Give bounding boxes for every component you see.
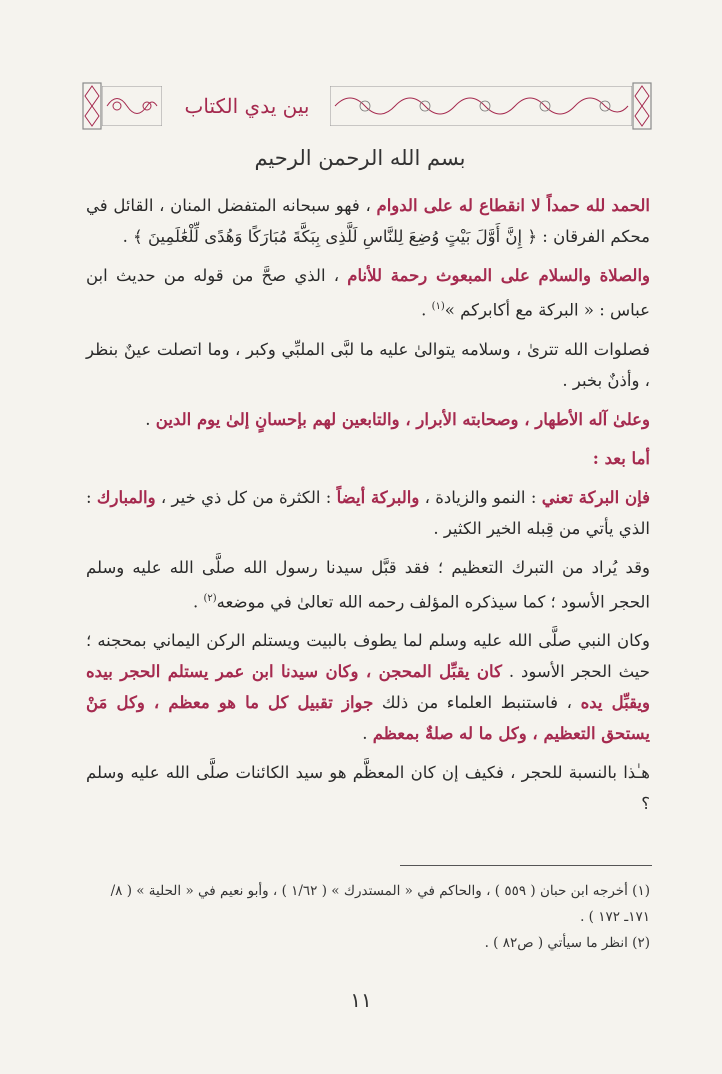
footnote-1: (١) أخرجه ابن حبان ( ٥٥٩ ) ، والحاكم في « المستدرك » ( ١/٦٢ ) ، وأبو نعيم في « الحلية » ( ٨/ ١٧١ـ ١٧٢ ) .: [110, 883, 650, 925]
prophet-text-2: ، فاستنبط العلماء من ذلك: [373, 693, 581, 712]
baraka-text-2: : الكثرة من كل ذي خير ،: [155, 487, 337, 507]
paragraph-prophet: [86, 625, 650, 749]
paragraph-blessings: فصلوات الله تترىٰ ، وسلامه يتوالىٰ عليه ما لبَّى الملبِّي وكبر ، وما اتصلت عينٌ بنظر ، وأذنٌ بخبر .: [86, 339, 650, 390]
praise-text: ، فهو سبحانه المتفضل المنان ، القائل في محكم الفرقان : ﴿ إِنَّ أَوَّلَ بَيْتٍ وُضِعَ لِلنَّاسِ لَلَّذِى بِبَكَّةَ مُبَارَكًا وَهُدًى لِّلْعَٰلَمِينَ ﴾ .: [86, 196, 650, 246]
basmala: بسم الله الرحمن الرحيم: [254, 146, 466, 170]
paragraph-salutation: [86, 260, 650, 326]
prophet-end: .: [362, 724, 373, 743]
highlight-salutation: والصلاة والسلام على المبعوث رحمة للأنام: [347, 266, 650, 285]
chapter-header-ornament: [82, 82, 652, 130]
highlight-praise: الحمد لله حمداً لا انقطاع له على الدوام: [376, 196, 650, 215]
ornament-band-right: [330, 86, 632, 126]
prophet-text-1: وكان النبي صلَّى الله عليه وسلم لما يطوف بالبيت ويستلم الركن اليماني بمحجنه ؛ حيث الحجر الأسود .: [86, 631, 650, 681]
paragraph-family: [86, 404, 650, 435]
main-text: [86, 190, 650, 827]
paragraph-praise: [86, 190, 650, 252]
highlight-baraka-1: فإن البركة تعني: [541, 487, 651, 507]
paragraph-amma-bad: [86, 443, 650, 474]
highlight-prophet-2: جواز تقبيل كل ما هو معظم ، وكل مَنْ يستحق التعظيم ، وكل ما له صلةٌ بمعظم: [86, 693, 650, 743]
paragraph-baraka: [86, 482, 650, 544]
baraka-text-3: : الذي يأتي من قِبله الخير الكثير .: [86, 487, 650, 538]
footnote-2: (٢) انظر ما سيأتي ( ص٨٢ ) .: [484, 935, 650, 951]
tabarruk-text: وقد يُراد من التبرك التعظيم ؛ فقد قبَّل سيدنا رسول الله صلَّى الله عليه وسلم الحجر الأسود ؛ كما سيذكره المؤلف رحمه الله تعالىٰ في موضعه: [86, 557, 650, 611]
family-end: .: [145, 409, 156, 429]
salutation-end: .: [421, 300, 432, 320]
chapter-title: بين يدي الكتاب: [184, 94, 310, 118]
highlight-baraka-3: والمبارك: [96, 487, 156, 507]
ornament-frame-right: [632, 82, 652, 130]
tabarruk-end: .: [192, 592, 204, 611]
footnote-ref-1[interactable]: (١): [431, 301, 445, 312]
highlight-family: وعلىٰ آله الأطهار ، وصحابته الأبرار ، والتابعين لهم بإحسانٍ إلىٰ يوم الدين: [155, 409, 650, 429]
paragraph-conclusion: هـٰذا بالنسبة للحجر ، فكيف إن كان المعظَّم هو سيد الكائنات صلَّى الله عليه وسلم ؟: [86, 763, 650, 813]
highlight-baraka-2: والبركة أيضاً: [336, 487, 420, 507]
footnote-ref-2[interactable]: (٢): [203, 592, 217, 604]
page-number: ١١: [350, 988, 372, 1012]
ornament-frame-left: [82, 82, 102, 130]
ornament-band-left: [102, 86, 162, 126]
highlight-prophet-1: كان يقبِّل المحجن ، وكان سيدنا ابن عمر يستلم الحجر بيده ويقبِّل يده: [86, 662, 650, 712]
footnote-divider: [400, 865, 652, 866]
highlight-amma-bad: أما بعد :: [592, 448, 650, 468]
salutation-text: ، الذي صحَّ من قوله من حديث ابن عباس : « البركة مع أكابركم »: [86, 266, 650, 320]
footnotes: [86, 878, 650, 956]
baraka-text-1: : النمو والزيادة ،: [419, 487, 542, 507]
paragraph-tabarruk: [86, 552, 650, 618]
